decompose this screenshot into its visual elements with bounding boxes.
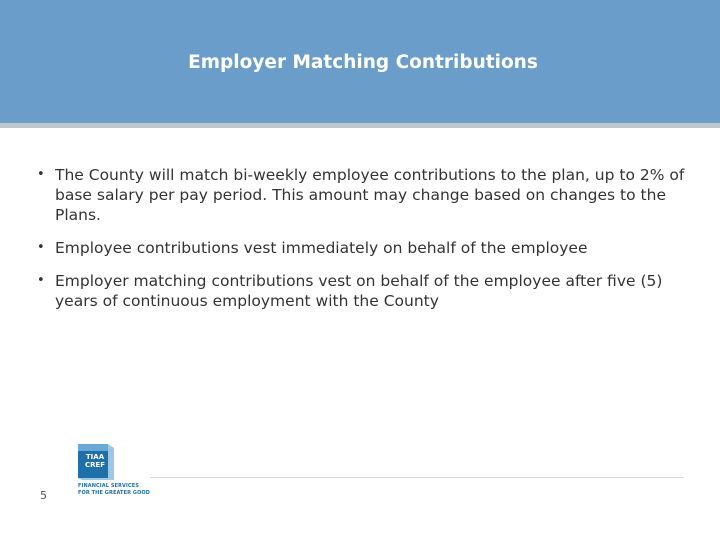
logo-tagline xyxy=(78,483,151,497)
logo-line2: CREF xyxy=(84,461,106,469)
bullet-text: The County will match bi-weekly employee contributions to the plan, up to 2% of base salary per pay period. This amount may change based on changes to the Plans. xyxy=(55,166,685,224)
logo-line1: TIAA xyxy=(85,453,105,461)
logo-tagline1: FINANCIAL SERVICES xyxy=(78,483,139,489)
bullet-item xyxy=(37,271,697,311)
slide-title: Employer Matching Contributions xyxy=(188,52,538,73)
tiaa-cref-logo xyxy=(78,444,151,500)
bullet-icon: • xyxy=(37,167,45,182)
bullet-item xyxy=(37,165,697,225)
logo-tagline2: FOR THE GREATER GOOD xyxy=(78,490,151,496)
bullet-text: Employee contributions vest immediately on behalf of the employee xyxy=(55,239,588,257)
bullet-icon: • xyxy=(37,240,45,255)
bullet-icon: • xyxy=(37,273,45,288)
header-stripe xyxy=(0,123,720,128)
page-number: 5 xyxy=(40,489,47,502)
bullet-item xyxy=(37,238,697,258)
bullet-text: Employer matching contributions vest on behalf of the employee after five (5) years of continuous employment with the County xyxy=(55,272,663,310)
bullet-list xyxy=(37,165,697,324)
logo-wordmark xyxy=(78,453,112,469)
footer-divider xyxy=(150,477,684,478)
